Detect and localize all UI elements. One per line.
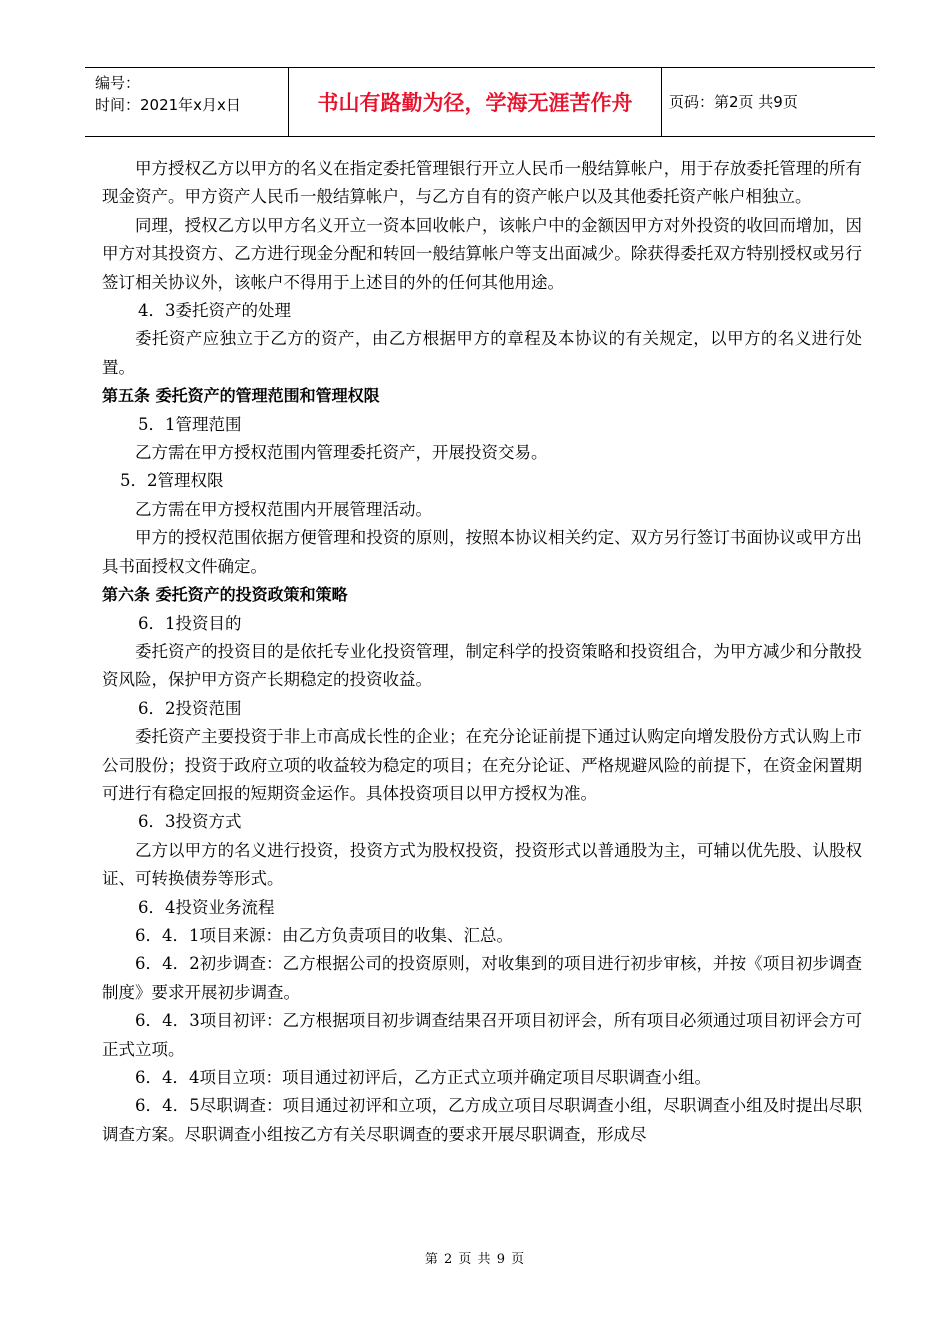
paragraph: 同理，授权乙方以甲方名义开立一资本回收帐户，该帐户中的金额因甲方对外投资的收回而增加，因甲方对其投资方、乙方进行现金分配和转回一般结算帐户等支出面减少。除获得委托双方特别授权或另行签订相关协议外，该帐户不得用于上述目的外的任何其他用途。 (102, 215, 862, 292)
header-motto: 书山有路勤为径，学海无涯苦作舟 (288, 68, 662, 136)
subsection-heading: 6．4投资业务流程 (138, 897, 275, 917)
doc-number-label: 编号： (95, 74, 141, 92)
doc-time-label: 时间：2021年x月x日 (95, 96, 241, 114)
page-header (85, 67, 875, 137)
paragraph: 乙方需在甲方授权范围内管理委托资产，开展投资交易。 (135, 443, 548, 463)
subsection-heading: 6．2投资范围 (138, 698, 242, 718)
subsection-heading: 4．3委托资产的处理 (138, 301, 291, 321)
header-page-info: 页码：第2页 共9页 (669, 93, 798, 111)
subsection-heading: 6．1投资目的 (138, 613, 242, 633)
paragraph: 6．4．3项目初评：乙方根据项目初步调查结果召开项目初评会，所有项目必须通过项目初评会方可正式立项。 (102, 1011, 862, 1059)
paragraph: 乙方需在甲方授权范围内开展管理活动。 (135, 499, 432, 519)
subsection-heading: 6．3投资方式 (138, 812, 242, 832)
article-heading: 第六条 委托资产的投资政策和策略 (102, 585, 348, 605)
subsection-heading: 5．2管理权限 (120, 471, 224, 491)
paragraph: 6．4．2初步调查：乙方根据公司的投资原则，对收集到的项目进行初步审核，并按《项目初步调查制度》要求开展初步调查。 (102, 954, 862, 1002)
paragraph: 乙方以甲方的名义进行投资，投资方式为股权投资，投资形式以普通股为主，可辅以优先股、认股权证、可转换债券等形式。 (102, 840, 862, 889)
paragraph: 委托资产的投资目的是依托专业化投资管理，制定科学的投资策略和投资组合，为甲方减少和分散投资风险，保护甲方资产长期稳定的投资收益。 (102, 641, 862, 690)
paragraph: 6．4．5尽职调查：项目通过初评和立项，乙方成立项目尽职调查小组，尽职调查小组及时提出尽职调查方案。尽职调查小组按乙方有关尽职调查的要求开展尽职调查，形成尽 (102, 1096, 862, 1144)
article-heading: 第五条 委托资产的管理范围和管理权限 (102, 386, 380, 406)
document-body (102, 155, 862, 1149)
paragraph: 委托资产主要投资于非上市高成长性的企业；在充分论证前提下通过认购定向增发股份方式认购上市公司股份；投资于政府立项的收益较为稳定的项目；在充分论证、严格规避风险的前提下，在资金闲置期可进行有稳定回报的短期资金运作。具体投资项目以甲方授权为准。 (102, 727, 862, 803)
page-footer: 第 2 页 共 9 页 (424, 1252, 526, 1267)
header-meta (95, 72, 285, 116)
paragraph: 6．4．4项目立项：项目通过初评后，乙方正式立项并确定项目尽职调查小组。 (135, 1068, 711, 1087)
paragraph: 甲方授权乙方以甲方的名义在指定委托管理银行开立人民币一般结算帐户，用于存放委托管理的所有现金资产。甲方资产人民币一般结算帐户，与乙方自有的资产帐户以及其他委托资产帐户相独立。 (102, 159, 862, 207)
paragraph: 委托资产应独立于乙方的资产，由乙方根据甲方的章程及本协议的有关规定，以甲方的名义进行处置。 (102, 329, 862, 377)
paragraph: 甲方的授权范围依据方便管理和投资的原则，按照本协议相关约定、双方另行签订书面协议或甲方出具书面授权文件确定。 (102, 528, 862, 576)
paragraph: 6．4．1项目来源：由乙方负责项目的收集、汇总。 (135, 925, 513, 945)
subsection-heading: 5．1管理范围 (138, 414, 242, 434)
